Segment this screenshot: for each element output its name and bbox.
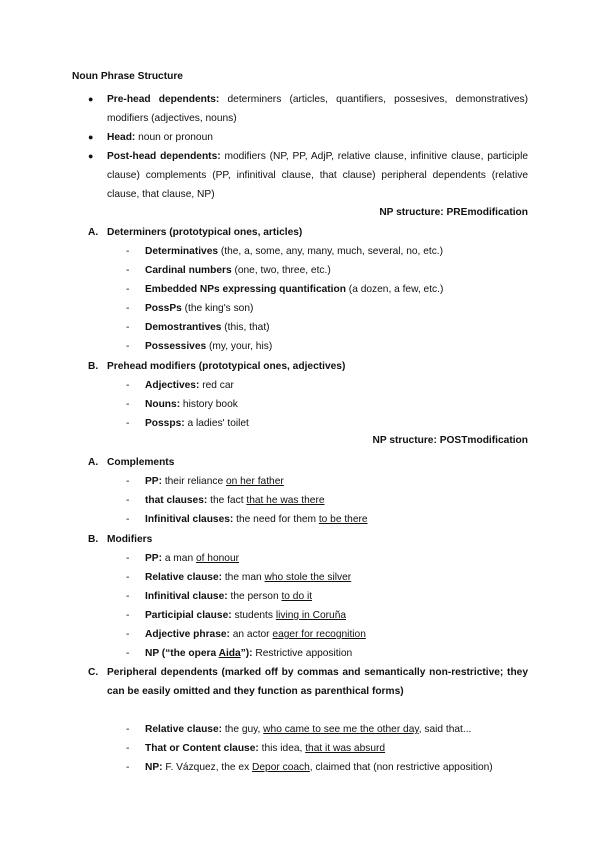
list-item: - Possessives (my, your, his) <box>126 341 273 352</box>
item-label: Infinitival clause: <box>145 591 228 602</box>
section-letter: B. <box>88 534 99 545</box>
bullet-icon: ● <box>88 132 94 142</box>
pre-heading: NP structure: PREmodification <box>379 207 528 218</box>
bullet-text: modifiers (NP, PP, AdjP, relative clause, infinitive clause, participle clause) complements (PP, infinitival clause, that clause) peripheral dependents (relative clause, that clause, NP) <box>107 151 528 200</box>
bullet-label: Post-head dependents: <box>107 151 221 162</box>
section-complements <box>88 453 174 472</box>
item-label: Relative clause: <box>145 724 223 735</box>
item-label: Possessives <box>145 341 207 352</box>
item-text: a man <box>161 553 196 564</box>
item-text: the need for them <box>233 514 319 525</box>
list-item: - PP: their reliance on her father <box>126 476 284 487</box>
list-item: - Infinitival clause: the person to do it <box>126 591 313 602</box>
list-item: - NP (“the opera Aida”): Restrictive apposition <box>126 648 353 659</box>
example-underlined: eager for recognition <box>272 629 366 640</box>
list-item: - Nouns: history book <box>126 399 238 410</box>
section-letter: A. <box>88 227 99 238</box>
item-label: Demostrantives <box>145 322 222 333</box>
item-label: Relative clause: <box>145 572 223 583</box>
item-label: PossPs <box>145 303 182 314</box>
item-label: that clauses: <box>145 495 208 506</box>
item-text: Restrictive apposition <box>252 648 353 659</box>
list-item: - PP: a man of honour <box>126 553 240 564</box>
list-item: - Infinitival clauses: the need for them to be there <box>126 514 368 525</box>
item-label: PP: <box>145 476 162 487</box>
item-text: an actor <box>229 629 273 640</box>
example-underlined: who stole the silver <box>264 572 352 583</box>
item-text: (my, your, his) <box>206 341 273 352</box>
item-label: That or Content clause: <box>145 743 259 754</box>
list-item: - that clauses: the fact that he was there <box>126 495 325 506</box>
section-determiners <box>88 223 302 242</box>
item-text: (a dozen, a few, etc.) <box>345 284 444 295</box>
list-item: - Adjectives: red car <box>126 380 234 391</box>
np-label-underlined: Aida <box>218 648 241 659</box>
list-item: - Cardinal numbers (one, two, three, etc.) <box>126 265 331 276</box>
example-underlined: of honour <box>195 553 240 564</box>
item-text: (one, two, three, etc.) <box>231 265 331 276</box>
section-title: Determiners (prototypical ones, articles) <box>107 227 303 238</box>
example-underlined: that he was there <box>246 495 325 506</box>
section-title: Prehead modifiers (prototypical ones, adjectives) <box>107 361 346 372</box>
item-label: NP: <box>145 762 163 773</box>
section-title: Complements <box>107 457 175 468</box>
item-label: Cardinal numbers <box>145 265 232 276</box>
bullet-label: Head: <box>107 132 136 143</box>
example-underlined: to be there <box>318 514 368 525</box>
section-letter: B. <box>88 361 99 372</box>
list-item: - Possps: a ladies' toilet <box>126 418 249 429</box>
item-label: Adjectives: <box>145 380 200 391</box>
item-text: history book <box>180 399 238 410</box>
item-label: Adjective phrase: <box>145 629 230 640</box>
list-item: - Relative clause: the guy, who came to see me the other day, said that... <box>126 724 472 735</box>
item-text: students <box>231 610 276 621</box>
bullet-prehead <box>88 90 528 128</box>
item-label: Determinatives <box>145 246 219 257</box>
bullet-icon: ● <box>88 151 94 161</box>
example-underlined: who came to see me the other day <box>263 724 419 735</box>
item-text: (the, a, some, any, many, much, several, no, etc.) <box>218 246 444 257</box>
page-title: Noun Phrase Structure <box>72 71 183 82</box>
item-text: F. Vázquez, the ex <box>162 762 253 773</box>
example-underlined: that it was absurd <box>305 743 386 754</box>
example-underlined: to do it <box>281 591 313 602</box>
item-text: the fact <box>207 495 247 506</box>
item-label: Embedded NPs expressing quantification <box>145 284 346 295</box>
list-item: - Embedded NPs expressing quantification (a dozen, a few, etc.) <box>126 284 444 295</box>
item-text: the guy, <box>222 724 264 735</box>
example-underlined: Depor coach <box>252 762 310 773</box>
item-text: their reliance <box>161 476 226 487</box>
bullet-icon: ● <box>88 94 94 104</box>
bullet-text: determiners (articles, quantifiers, possesives, demonstratives) modifiers (adjectives, nouns) <box>107 94 528 124</box>
list-item: - Participial clause: students living in Coruña <box>126 610 347 621</box>
item-text: (this, that) <box>221 322 270 333</box>
list-item: - Relative clause: the man who stole the silver <box>126 572 352 583</box>
item-text: (the king's son) <box>181 303 254 314</box>
item-text-after: , said that... <box>418 724 472 735</box>
section-modifiers <box>88 530 152 549</box>
list-item: - That or Content clause: this idea, that it was absurd <box>126 743 386 754</box>
section-prehead-modifiers <box>88 357 345 376</box>
example-underlined: on her father <box>225 476 284 487</box>
bullet-label: Pre-head dependents: <box>107 94 220 105</box>
item-text: this idea, <box>258 743 306 754</box>
bullet-text: noun or pronoun <box>135 132 213 143</box>
item-text-after: , claimed that (non restrictive apposition) <box>309 762 493 773</box>
section-letter: A. <box>88 457 99 468</box>
item-text: red car <box>199 380 234 391</box>
bullet-head <box>88 128 528 147</box>
post-heading: NP structure: POSTmodification <box>372 435 528 446</box>
list-item: - Adjective phrase: an actor eager for recognition <box>126 629 366 640</box>
list-item: - PossPs (the king's son) <box>126 303 254 314</box>
item-label: Possps: <box>145 418 185 429</box>
np-label-start: NP (“the opera <box>145 648 219 659</box>
list-item: - Determinatives (the, a, some, any, many, much, several, no, etc.) <box>126 246 444 257</box>
list-item: - NP: F. Vázquez, the ex Depor coach, claimed that (non restrictive apposition) <box>126 762 493 773</box>
item-text: the man <box>222 572 265 583</box>
np-label-end: ”): <box>240 648 253 659</box>
list-item: - Demostrantives (this, that) <box>126 322 270 333</box>
section-letter: C. <box>88 667 99 678</box>
section-peripheral <box>88 663 528 701</box>
section-title: Modifiers <box>107 534 153 545</box>
item-label: Nouns: <box>145 399 181 410</box>
item-label <box>145 648 253 659</box>
item-text: a ladies' toilet <box>184 418 249 429</box>
item-label: Participial clause: <box>145 610 232 621</box>
item-label: PP: <box>145 553 162 564</box>
section-title: Peripheral dependents (marked off by commas and semantically non-restrictive; they can be easily omitted and they function as parenthical forms) <box>107 667 528 697</box>
bullet-posthead <box>88 147 528 204</box>
item-text: the person <box>227 591 282 602</box>
item-label: Infinitival clauses: <box>145 514 234 525</box>
example-underlined: living in Coruña <box>275 610 347 621</box>
